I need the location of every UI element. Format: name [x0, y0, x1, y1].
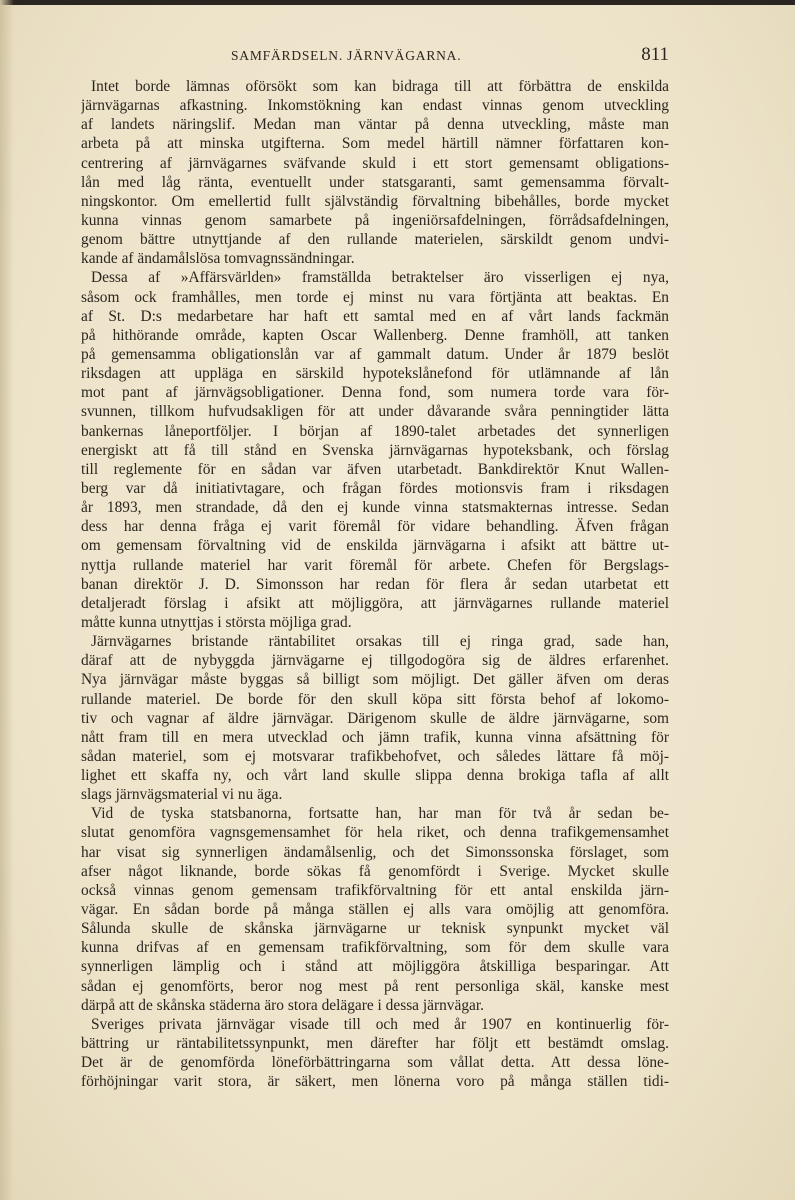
- text-line: järnvägarnas afkastning. Inkomstökning kan endast vinnas genom utveckling: [81, 97, 669, 115]
- running-header: [81, 44, 669, 68]
- text-line: förhöjningar varit stora, är säkert, men lönerna voro på många ställen tidi-: [81, 1073, 669, 1091]
- text-line: nyttja rullande materiel har varit föremål för arbete. Chefen för Bergslags-: [81, 556, 669, 574]
- text-line: Dessa af »Affärsvärlden» framställda betraktelser äro visserligen ej nya,: [91, 269, 669, 287]
- text-line: riksdagen att uppläga en särskild hypotekslånefond för utlämnande af lån: [81, 365, 669, 383]
- text-line: mot pant af järnvägsobligationer. Denna fond, som numera torde vara för-: [81, 384, 669, 402]
- body-text: [81, 77, 669, 1091]
- paragraph: [81, 1015, 669, 1092]
- text-line: år 1893, men strandade, då den ej kunde vinna statsmakternas intresse. Sedan: [81, 499, 669, 517]
- text-line: Vid de tyska statsbanorna, fortsatte han, har man för två år sedan be-: [91, 805, 669, 823]
- text-line: bankernas låneportföljer. I början af 1890-talet arbetades det synnerligen: [81, 422, 669, 440]
- binding-shadow: [0, 0, 14, 1200]
- text-line: Sveriges privata järnvägar visade till och med år 1907 en kontinuerlig för-: [91, 1015, 669, 1033]
- text-line: afser något liknande, borde sökas få genomfördt i Sverige. Mycket skulle: [81, 862, 669, 880]
- text-line: sådan ej genomförts, beror nog mest på rent personliga skäl, kanske mest: [81, 977, 669, 995]
- text-line: däraf att de nybyggda järnvägarne ej tillgodogöra sig de äldres erfarenhet.: [81, 652, 669, 670]
- text-line: Nya järnvägar måste byggas så billigt som möjligt. Det gäller äfven om deras: [81, 671, 669, 689]
- text-line: svunnen, tillkom hufvudsakligen för att under dåvarande svåra penningtider lätta: [81, 403, 669, 421]
- paragraph: [81, 632, 669, 804]
- text-line: af landets näringslif. Medan man väntar på denna utveckling, måste man: [81, 116, 669, 134]
- text-line: Sålunda skulle de skånska järnvägarne ur teknisk synpunkt mycket väl: [81, 920, 669, 938]
- text-line: lighet ett skaffa ny, och vårt land skulle slippa denna brokiga tafla af allt: [81, 767, 669, 785]
- text-line: dess har denna fråga ej varit föremål för vidare behandling. Äfven frågan: [81, 518, 669, 536]
- text-line: såsom ock framhålles, men torde ej minst nu vara förtjänta att beaktas. En: [81, 288, 669, 306]
- text-line: vägar. En sådan borde på många ställen ej alls vara omöjlig att genomföra.: [81, 901, 669, 919]
- text-line: Det är de genomförda löneförbättringarna som vållat detta. Att dessa löne-: [81, 1054, 669, 1072]
- text-line: kunna vinnas genom samarbete på ingeniörsafdelningen, förrådsafdelningen,: [81, 211, 669, 229]
- text-line: banan direktör J. D. Simonsson har redan för flera år sedan utarbetat ett: [81, 575, 669, 593]
- text-line: genom bättre utnyttjande af den rullande materielen, särskildt genom undvi-: [81, 231, 669, 249]
- text-line: om gemensam förvaltning vid de enskilda järnvägarna i afsikt att bättre ut-: [81, 537, 669, 555]
- text-line: berg var då initiativtagare, och frågan fördes motionsvis fram i riksdagen: [81, 479, 669, 497]
- text-line: på gemensamma obligationslån var af gammalt datum. Under år 1879 beslöt: [81, 345, 669, 363]
- text-line: tiv och vagnar af äldre järnvägar. Därigenom skulle de äldre järnvägarne, som: [81, 709, 669, 727]
- text-line: sådan materiel, som ej motsvarar trafikbehofvet, och således lättare få möj-: [81, 747, 669, 765]
- text-line: till reglemente för en sådan var äfven utarbetadt. Bankdirektör Knut Wallen-: [81, 460, 669, 478]
- paragraph: [81, 804, 669, 1015]
- text-line: energiskt att få till stånd en Svenska järnvägarnas hypoteksbank, och förslag: [81, 441, 669, 459]
- text-line: på hithörande område, kapten Oscar Wallenberg. Denne framhöll, att tanken: [81, 326, 669, 344]
- text-line: har visat sig synnerligen ändamålsenlig, och det Simonssonska förslaget, som: [81, 843, 669, 861]
- text-line: kunna drifvas af en gemensam trafikförvaltning, som för dem skulle vara: [81, 939, 669, 957]
- text-line: därpå att de skånska städerna äro stora delägare i dessa järnvägar.: [81, 996, 484, 1014]
- text-line: lån med låg ränta, eventuellt under statsgaranti, samt gemensamma förvalt-: [81, 173, 669, 191]
- text-line: måtte kunna utnyttjas i största möjliga grad.: [81, 613, 352, 631]
- paragraph: [81, 77, 669, 268]
- text-line: arbeta på att minska utgifterna. Som medel härtill nämner författaren kon-: [81, 135, 669, 153]
- text-line: rullande materiel. De borde för den skull köpa sitt första behof af lokomo-: [81, 690, 669, 708]
- text-line: också vinnas genom gemensam trafikförvaltning för ett antal enskilda järn-: [81, 881, 669, 899]
- text-line: nått fram till en mera utvecklad och jämn trafik, kunna vinna afsättning för: [81, 728, 669, 746]
- paragraph: [81, 268, 669, 632]
- text-line: bättring ur räntabilitetssynpunkt, men därefter har följt ett bestämdt omslag.: [81, 1035, 669, 1053]
- header-title: SAMFÄRDSELN. JÄRNVÄGARNA.: [231, 48, 462, 63]
- text-line: slags järnvägsmaterial vi nu äga.: [81, 786, 283, 804]
- page-number: 811: [641, 44, 669, 65]
- text-line: slutat genomföra vagnsgemensamhet för hela riket, och denna trafikgemensamhet: [81, 824, 669, 842]
- text-line: detaljeradt förslag i afsikt att möjliggöra, att järnvägarnes rullande materiel: [81, 594, 669, 612]
- scan-top-edge: [0, 0, 795, 5]
- text-line: ningskontor. Om emellertid fullt självständig förvaltning bibehålles, borde mycket: [81, 192, 669, 210]
- text-line: kande af ändamålslösa tomvagnssändningar.: [81, 250, 355, 268]
- text-line: Järnvägarnes bristande räntabilitet orsakas till ej ringa grad, sade han,: [91, 633, 669, 651]
- text-line: Intet borde lämnas oförsökt som kan bidraga till att förbättra de enskilda: [91, 78, 669, 95]
- text-line: af St. D:s medarbetare har haft ett samtal med en af vårt lands fackmän: [81, 307, 669, 325]
- text-line: synnerligen lämplig och i stånd att möjliggöra åtskilliga besparingar. Att: [81, 958, 669, 976]
- text-line: centrering af järnvägarnes sväfvande skuld i ett stort gemensamt obligations-: [81, 154, 669, 172]
